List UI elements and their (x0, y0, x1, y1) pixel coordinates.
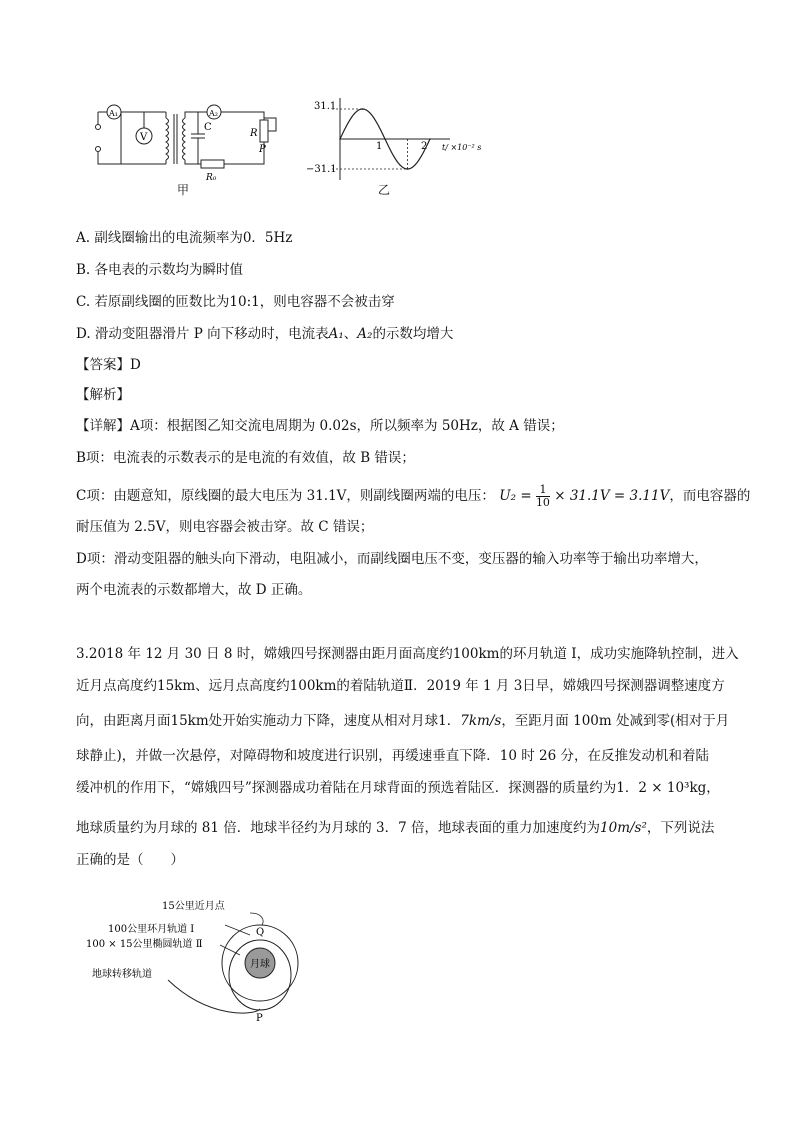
option-d-text: D. 滑动变阻器滑片 P 向下移动时，电流表 (76, 326, 329, 342)
sine-data-point (429, 138, 431, 140)
q3-line-3 (76, 712, 729, 730)
formula-denominator: 10 (535, 496, 550, 509)
circuit-diagram-jia (84, 100, 284, 190)
point-q-label: Q (256, 927, 265, 938)
figure-jia-label: 甲 (177, 183, 190, 197)
formula-numerator: 1 (536, 484, 550, 497)
option-d-a2: A₂ (357, 326, 373, 342)
option-b: B. 各电表的示数均为瞬时值 (76, 262, 244, 278)
option-d (76, 325, 453, 343)
option-d-suffix: 的示数均增大 (372, 326, 454, 342)
q3-line-6-suffix: ，下列说法 (646, 820, 715, 836)
leader-orbit-1 (225, 925, 250, 935)
option-d-sep: 、 (343, 326, 358, 342)
capacitor-label: C (204, 122, 212, 133)
detail-c-line2: 耐压值为 2.5V，则电容器会被击穿。故 C 错误； (76, 519, 374, 535)
analysis-heading: 【解析】 (76, 387, 130, 403)
orbit-2-label: 100 × 15公里椭圆轨道 Ⅱ (86, 939, 203, 950)
formula-fraction (536, 484, 550, 509)
x-axis-label: t/ ×10⁻² s (442, 143, 482, 152)
answer: 【答案】D (76, 357, 141, 373)
q3-line-1: 3.2018 年 12 月 30 日 8 时，嫦娥四号探测器由距月面高度约100km的环月轨道 I，成功实施降轨控制，进入 (76, 646, 739, 662)
formula-rhs: × 31.1V = 3.11V (554, 488, 670, 504)
orbit-diagram (80, 895, 340, 1025)
detail-c-line1 (76, 484, 750, 509)
voltmeter-label: V (140, 132, 148, 143)
q3-line-2: 近月点高度约15km、远月点高度约100km的着陆轨道Ⅱ．2019 年 1 月 3日早，嫦娥四号探测器调整速度方 (76, 678, 725, 694)
y-min-label: −31.1 (306, 164, 337, 175)
q3-line-3-text: 向，由距离月面15km处开始实施动力下降，速度从相对月球1． (76, 713, 461, 729)
speed-value: 7km/s (460, 713, 502, 729)
q3-line-6-text: 地球质量约为月球的 81 倍．地球半径约为月球的 3．7 倍，地球表面的重力加速度约为 (76, 820, 601, 836)
resistor-r0-label: R₀ (206, 173, 217, 183)
sine-data-point (384, 138, 386, 140)
q3-line-4: 球静止)，并做一次悬停，对障碍物和坡度进行识别，再缓速垂直下降．10 时 26 分，在反推发动机和着陆 (76, 748, 709, 764)
formula-lhs: U₂ = (499, 488, 532, 504)
sine-data-point (339, 138, 341, 140)
x-tick-1: 1 (376, 141, 383, 152)
orbit-1-label: 100公里环月轨道 Ⅰ (108, 924, 195, 935)
detail-c-suffix: ，而电容器的 (669, 488, 751, 504)
resistor-r-label: R (250, 128, 258, 139)
detail-c-text: C项：由题意知，原线圈的最大电压为 31.1V，则副线圈两端的电压： (76, 488, 495, 504)
gravity-value: 10m/s² (600, 820, 647, 836)
sine-data-point (362, 108, 364, 110)
y-max-label: 31.1 (314, 101, 337, 112)
leader-near-point (250, 913, 263, 925)
figure-yi-label: 乙 (378, 183, 391, 197)
detail-d-line1: D项：滑动变阻器的触头向下滑动，电阻减小，而副线圈电压不变，变压器的输入功率等于输出功率增大， (76, 551, 708, 567)
q3-line-6 (76, 819, 714, 837)
transfer-orbit-path (168, 980, 260, 1013)
point-p-label: P (256, 1013, 263, 1024)
option-a: A. 副线圈输出的电流频率为0．5Hz (76, 230, 293, 246)
x-tick-2: 2 (421, 141, 428, 152)
moon-label: 月球 (250, 959, 270, 970)
detail-a: 【详解】A项：根据图乙知交流电周期为 0.02s，所以频率为 50Hz，故 A 错误； (76, 418, 564, 434)
option-c: C. 若原副线圈的匝数比为10:1，则电容器不会被击穿 (76, 294, 395, 310)
transfer-label: 地球转移轨道 (92, 969, 152, 980)
ammeter-a2-label: A₂ (209, 109, 218, 118)
detail-b: B项：电流表的示数表示的是电流的有效值，故 B 错误； (76, 450, 415, 466)
q3-line-5: 缓冲机的作用下，“嫦娥四号”探测器成功着陆在月球背面的预选着陆区．探测器的质量约为1．2 × 10³kg， (76, 780, 720, 796)
sine-chart-yi (300, 98, 490, 188)
q3-line-7: 正确的是（ ） (76, 852, 184, 868)
q3-line-3-suffix: ，至距月面 100m 处减到零(相对于月 (501, 713, 730, 729)
option-d-a1: A₁ (328, 326, 344, 342)
near-point-label: 15公里近月点 (162, 901, 225, 912)
sine-data-point (407, 168, 409, 170)
slider-p-label: P (259, 144, 266, 155)
ammeter-a1-label: A₁ (109, 109, 118, 118)
detail-d-line2: 两个电流表的示数都增大，故 D 正确。 (76, 582, 312, 598)
